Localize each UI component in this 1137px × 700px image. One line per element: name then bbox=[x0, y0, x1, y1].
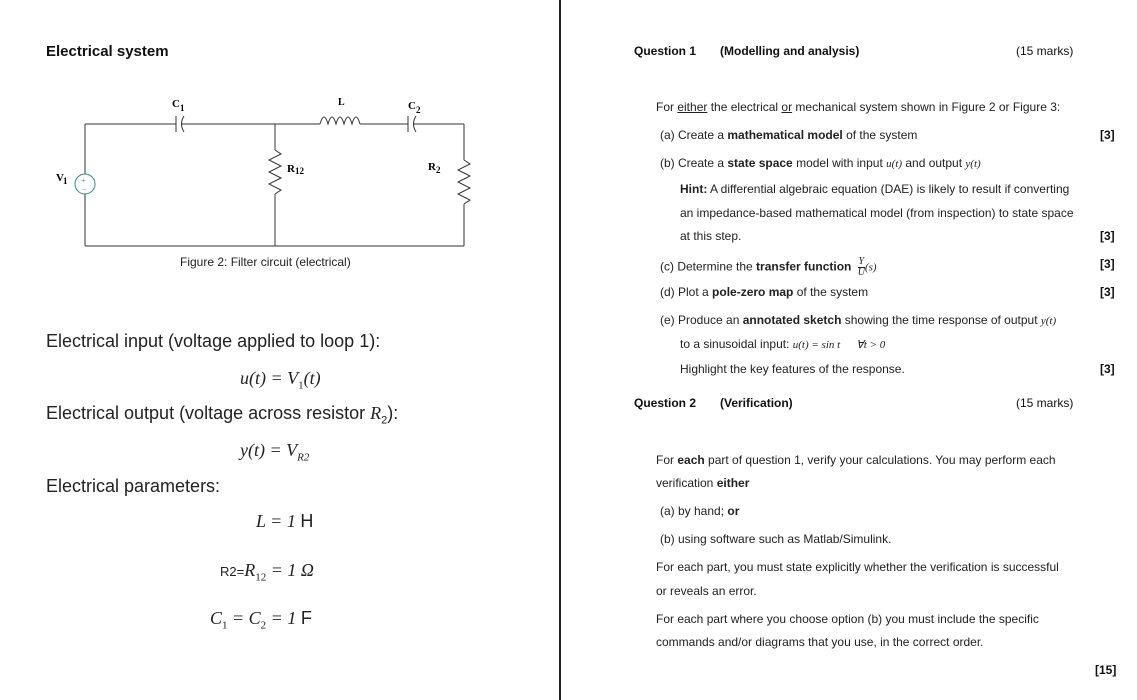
q2-marks-total: [15] bbox=[1095, 663, 1117, 677]
resistor-r12-zigzag bbox=[269, 150, 281, 194]
q2-option-b: (b) using software such as Matlab/Simulink. bbox=[660, 532, 892, 546]
label-c1-sub: 1 bbox=[180, 103, 185, 113]
section-title: Electrical system bbox=[46, 43, 169, 60]
question-1-topic: (Modelling and analysis) bbox=[720, 44, 860, 58]
page-divider bbox=[559, 0, 561, 700]
output-equation: $y(t) = V_{R2}$ bbox=[240, 440, 310, 464]
question-2-topic: (Verification) bbox=[720, 396, 793, 410]
q1-hint-line-2: an impedance-based mathematical model (from inspection) to state space bbox=[680, 206, 1074, 220]
param-resistance: $R2=R_{12} = 1$ Ω bbox=[220, 560, 314, 584]
q1-item-d: (d) Plot a pole-zero map of the system bbox=[660, 285, 869, 299]
label-l: L bbox=[338, 97, 345, 108]
q1-item-c-marks: [3] bbox=[1100, 257, 1115, 271]
q1-item-a: (a) Create a mathematical model of the system bbox=[660, 128, 918, 142]
q2-option-a: (a) by hand; or bbox=[660, 504, 740, 518]
output-heading: Electrical output (voltage across resistor $R_2$): bbox=[46, 403, 399, 427]
label-c1: C bbox=[172, 98, 180, 110]
q2-paragraph-2-line-2: commands and/or diagrams that you use, in the correct order. bbox=[656, 635, 984, 649]
q1-hint-line-3: at this step. bbox=[680, 229, 742, 243]
question-1-marks: (15 marks) bbox=[1016, 44, 1074, 58]
q1-intro: For either the electrical or mechanical system shown in Figure 2 or Figure 3: bbox=[656, 100, 1061, 114]
q2-line-2: verification either bbox=[656, 476, 750, 490]
q1-item-e-marks: [3] bbox=[1100, 362, 1115, 376]
label-v1: V bbox=[56, 172, 64, 184]
q1-item-b-marks: [3] bbox=[1100, 229, 1115, 243]
label-r12: R bbox=[287, 163, 295, 175]
q1-item-e-line-3: Highlight the key features of the response. bbox=[680, 362, 905, 376]
q2-paragraph-1-line-1: For each part, you must state explicitly whether the verification is successful bbox=[656, 560, 1059, 574]
label-r2-sub: 2 bbox=[436, 165, 441, 175]
figure-caption: Figure 2: Filter circuit (electrical) bbox=[180, 255, 351, 269]
input-heading: Electrical input (voltage applied to loop 1): bbox=[46, 331, 381, 351]
q2-paragraph-2-line-1: For each part where you choose option (b) you must include the specific bbox=[656, 612, 1039, 626]
param-inductance: L = 1 H bbox=[256, 511, 314, 531]
question-2-marks: (15 marks) bbox=[1016, 396, 1074, 410]
source-minus-sign: − bbox=[82, 185, 87, 194]
q1-item-e-line-2: to a sinusoidal input: u(t) = sin t ∀t > 0 bbox=[680, 337, 886, 351]
label-v1-sub: 1 bbox=[63, 176, 68, 186]
q1-item-b: (b) Create a state space model with input u(t) and output y(t) bbox=[660, 156, 981, 170]
input-equation: $u(t) = V_1(t)$ bbox=[240, 368, 321, 392]
label-r2: R bbox=[428, 161, 436, 173]
q1-item-c: (c) Determine the transfer function $\frac{Y}{U}$ (s) bbox=[660, 256, 877, 278]
param-capacitance: $C_1 = C_2 = 1$ F bbox=[210, 608, 312, 632]
q1-item-d-marks: [3] bbox=[1100, 285, 1115, 299]
q2-line-1: For each part of question 1, verify your calculations. You may perform each bbox=[656, 453, 1056, 467]
params-heading: Electrical parameters: bbox=[46, 476, 221, 496]
label-c2-sub: 2 bbox=[416, 105, 421, 115]
label-r12-sub: 12 bbox=[295, 166, 304, 176]
transfer-function-fraction: $\frac{Y}{U}$ bbox=[857, 256, 865, 278]
q2-paragraph-1-line-2: or reveals an error. bbox=[656, 584, 757, 598]
source-plus-sign: + bbox=[81, 176, 86, 185]
q1-hint-line-1: Hint: A differential algebraic equation (DAE) is likely to result if converting bbox=[680, 182, 1070, 196]
q1-item-a-marks: [3] bbox=[1100, 128, 1115, 142]
q1-item-e: (e) Produce an annotated sketch showing the time response of output y(t) bbox=[660, 313, 1057, 327]
resistor-r2-zigzag bbox=[458, 160, 470, 204]
question-1-number: Question 1 bbox=[634, 44, 697, 58]
question-2-number: Question 2 bbox=[634, 396, 697, 410]
label-c2: C bbox=[408, 100, 416, 112]
inductor-coil bbox=[320, 117, 360, 124]
filter-circuit-diagram bbox=[50, 90, 500, 255]
